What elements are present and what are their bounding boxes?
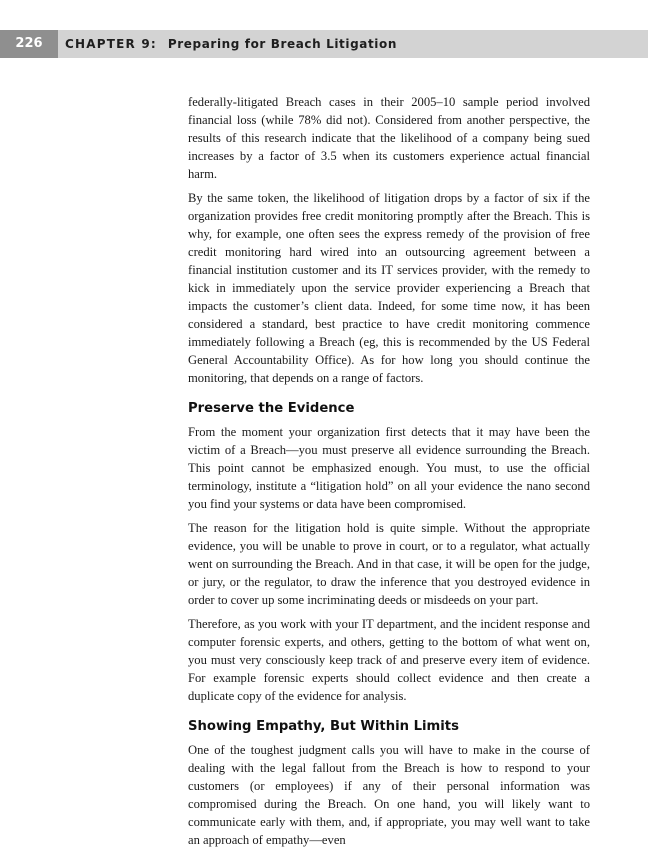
chapter-separator: : <box>150 37 156 51</box>
body-paragraph: federally-litigated Breach cases in their 2005–10 sample period involved financial loss (while 78% did not). Considered from another perspective, the results of this research indicate that the likelihood of a company being sued increases by a factor of 3.5 when its customers experience actual financial harm. <box>188 95 590 181</box>
body-paragraph: The reason for the litigation hold is quite simple. Without the appropriate evidence, you will be unable to prove in court, or to a regulator, what actually went on surrounding the Breach. And in that case, it will be open for the judge, or jury, or the regulator, to draw the inference that you destroyed evidence in order to cover up some incriminating deeds or misdeeds on your part. <box>188 521 590 607</box>
running-header <box>0 30 648 58</box>
running-head-text <box>65 30 397 58</box>
body-paragraph: Therefore, as you work with your IT department, and the incident response and computer forensic experts, and others, getting to the bottom of what went on, you must very consciously keep track of and preserve every item of evidence. For example forensic experts should collect evidence and then create a duplicate copy of the evidence for analysis. <box>188 617 590 703</box>
chapter-label: CHAPTER 9 <box>65 37 151 51</box>
page-number: 226 <box>0 30 58 58</box>
body-paragraph: By the same token, the likelihood of litigation drops by a factor of six if the organization provides free credit monitoring promptly after the Breach. This is why, for example, one often sees the express remedy of the provision of free credit monitoring hard wired into an outsourcing agreement between a financial institution customer and its IT services provider, with the remedy to kick in immediately upon the service provider experiencing a Breach that impacts the customer’s client data. Indeed, for some time now, it has been considered a standard, best practice to have credit monitoring commence immediately following a Breach (eg, this is recommended by the US Federal General Accountability Office). As for how long you should continue the monitoring, that depends on a range of factors. <box>188 191 590 385</box>
section-heading: Showing Empathy, But Within Limits <box>188 719 459 734</box>
body-paragraph: One of the toughest judgment calls you will have to make in the course of dealing with the legal fallout from the Breach is how to respond to your customers (or employees) if any of their personal information was compromised during the Breach. On one hand, you will likely want to communicate early with them, and, if appropriate, you may well want to take an approach of empathy—even <box>188 743 590 847</box>
chapter-title: Preparing for Breach Litigation <box>167 37 398 51</box>
body-paragraph: From the moment your organization first detects that it may have been the victim of a Breach—you must preserve all evidence surrounding the Breach. This point cannot be emphasized enough. You must, to use the official terminology, institute a “litigation hold” on all your evidence the nano second you find your systems or data have been compromised. <box>188 425 590 511</box>
section-heading: Preserve the Evidence <box>188 401 355 416</box>
page-body <box>188 93 590 855</box>
